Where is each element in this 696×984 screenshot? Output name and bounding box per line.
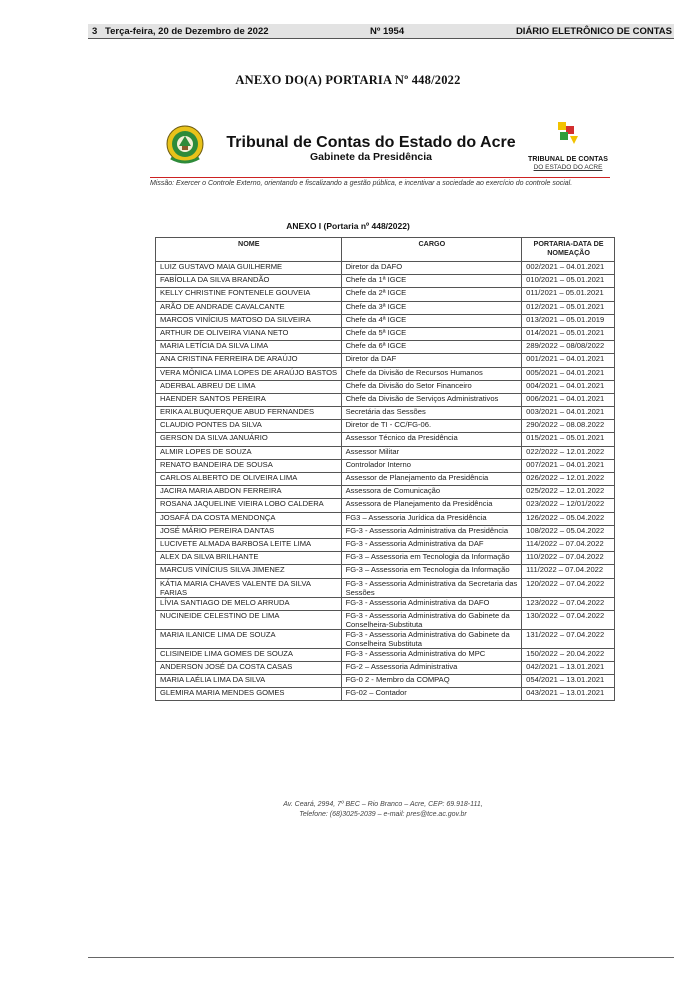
cell-name: VERA MÔNICA LIMA LOPES DE ARAÚJO BASTOS xyxy=(156,367,342,380)
cell-appointment: 289/2022 – 08/08/2022 xyxy=(522,341,615,354)
mission-statement: Missão: Exercer o Controle Externo, orientando e fiscalizando a gestão pública, e incentivar a sociedade ao exercício do controle social. xyxy=(150,180,573,187)
logo-text-line-2: DO ESTADO DO ACRE xyxy=(533,164,603,171)
cell-role: Chefe da 5ª IGCE xyxy=(341,327,522,340)
appointments-table xyxy=(155,237,615,701)
cell-name: LUIZ GUSTAVO MAIA GUILHERME xyxy=(156,262,342,275)
cell-name: ADERBAL ABREU DE LIMA xyxy=(156,380,342,393)
cell-name: MARIA LAÉLIA LIMA DA SILVA xyxy=(156,675,342,688)
cell-name: JOSAFÁ DA COSTA MENDONÇA xyxy=(156,512,342,525)
cell-name: CLISINEIDE LIMA GOMES DE SOUZA xyxy=(156,648,342,661)
header-divider xyxy=(150,177,610,178)
cell-role: Chefe da 4ª IGCE xyxy=(341,314,522,327)
cell-appointment: 001/2021 – 04.01.2021 xyxy=(522,354,615,367)
cell-role: FG-3 – Assessoria em Tecnologia da Informação xyxy=(341,565,522,578)
cell-appointment: 120/2022 – 07.04.2022 xyxy=(522,578,615,597)
cell-appointment: 012/2021 – 05.01.2021 xyxy=(522,301,615,314)
cell-name: MARCOS VINÍCIUS MATOSO DA SILVEIRA xyxy=(156,314,342,327)
table-row xyxy=(156,262,615,275)
table-row xyxy=(156,341,615,354)
cell-role: Chefe da Divisão de Recursos Humanos xyxy=(341,367,522,380)
cell-role: FG-3 - Assessoria Administrativa do Gabinete da Conselheira-Substituta xyxy=(341,610,522,629)
document-title: ANEXO DO(A) PORTARIA Nº 448/2022 xyxy=(235,73,461,87)
cell-name: ANA CRISTINA FERREIRA DE ARAÚJO xyxy=(156,354,342,367)
cell-role: Controlador Interno xyxy=(341,459,522,472)
page-bottom-rule xyxy=(88,957,674,958)
table-row xyxy=(156,354,615,367)
cell-role: FG-3 - Assessoria Administrativa do MPC xyxy=(341,648,522,661)
cell-appointment: 130/2022 – 07.04.2022 xyxy=(522,610,615,629)
cell-name: MARIA LETÍCIA DA SILVA LIMA xyxy=(156,341,342,354)
issue-date: Terça-feira, 20 de Dezembro de 2022 xyxy=(105,25,269,37)
table-row xyxy=(156,380,615,393)
cell-role: FG-3 - Assessoria Administrativa da DAFO xyxy=(341,597,522,610)
cell-role: FG-3 - Assessoria Administrativa da Secretaria das Sessões xyxy=(341,578,522,597)
table-row xyxy=(156,327,615,340)
cell-name: ARÃO DE ANDRADE CAVALCANTE xyxy=(156,301,342,314)
cell-role: Secretária das Sessões xyxy=(341,407,522,420)
cell-appointment: 007/2021 – 04.01.2021 xyxy=(522,459,615,472)
journal-header-bar xyxy=(88,24,674,39)
table-row xyxy=(156,301,615,314)
table-row xyxy=(156,446,615,459)
cell-name: ALEX DA SILVA BRILHANTE xyxy=(156,552,342,565)
cell-name: JACIRA MARIA ABDON FERREIRA xyxy=(156,486,342,499)
table-row xyxy=(156,420,615,433)
cell-role: Chefe da Divisão do Setor Financeiro xyxy=(341,380,522,393)
table-row xyxy=(156,314,615,327)
cell-appointment: 002/2021 – 04.01.2021 xyxy=(522,262,615,275)
cell-name: CARLOS ALBERTO DE OLIVEIRA LIMA xyxy=(156,473,342,486)
column-header-role: CARGO xyxy=(341,238,522,262)
cell-name: CLAUDIO PONTES DA SILVA xyxy=(156,420,342,433)
table-row xyxy=(156,367,615,380)
table-row xyxy=(156,512,615,525)
cell-role: FG-3 - Assessoria Administrativa da DAF xyxy=(341,538,522,551)
cell-role: FG3 – Assessoria Jurídica da Presidência xyxy=(341,512,522,525)
table-row xyxy=(156,393,615,406)
cell-appointment: 042/2021 – 13.01.2021 xyxy=(522,661,615,674)
table-row xyxy=(156,648,615,661)
cell-name: RENATO BANDEIRA DE SOUSA xyxy=(156,459,342,472)
cell-name: ALMIR LOPES DE SOUZA xyxy=(156,446,342,459)
cell-appointment: 123/2022 – 07.04.2022 xyxy=(522,597,615,610)
cell-role: Assessor de Planejamento da Presidência xyxy=(341,473,522,486)
cell-name: GERSON DA SILVA JANUÁRIO xyxy=(156,433,342,446)
table-row xyxy=(156,675,615,688)
table-header-row xyxy=(156,238,615,262)
cell-appointment: 003/2021 – 04.01.2021 xyxy=(522,407,615,420)
cell-appointment: 108/2022 – 05.04.2022 xyxy=(522,525,615,538)
cell-role: Diretor da DAF xyxy=(341,354,522,367)
table-row xyxy=(156,499,615,512)
cell-name: KÁTIA MARIA CHAVES VALENTE DA SILVA FARIAS xyxy=(156,578,342,597)
table-row xyxy=(156,407,615,420)
cell-name: KELLY CHRISTINE FONTENELE GOUVEIA xyxy=(156,288,342,301)
cell-appointment: 043/2021 – 13.01.2021 xyxy=(522,688,615,701)
cell-appointment: 006/2021 – 04.01.2021 xyxy=(522,393,615,406)
cell-name: MARIA ILANICE LIMA DE SOUZA xyxy=(156,629,342,648)
cell-name: NUCINEIDE CELESTINO DE LIMA xyxy=(156,610,342,629)
page-number: 3 xyxy=(92,25,98,37)
cell-appointment: 011/2021 – 05.01.2021 xyxy=(522,288,615,301)
cell-appointment: 015/2021 – 05.01.2021 xyxy=(522,433,615,446)
table-row xyxy=(156,275,615,288)
cell-role: Chefe da Divisão de Serviços Administrativos xyxy=(341,393,522,406)
cell-role: FG-3 - Assessoria Administrativa do Gabinete da Conselheira Substituta xyxy=(341,629,522,648)
table-row xyxy=(156,688,615,701)
cell-name: FABÍOLLA DA SILVA BRANDÃO xyxy=(156,275,342,288)
cell-role: Assessor Militar xyxy=(341,446,522,459)
cell-name: ERIKA ALBUQUERQUE ABUD FERNANDES xyxy=(156,407,342,420)
cell-appointment: 023/2022 – 12/01/2022 xyxy=(522,499,615,512)
cell-role: Diretor de TI - CC/FG-06. xyxy=(341,420,522,433)
cell-name: HAENDER SANTOS PEREIRA xyxy=(156,393,342,406)
cell-role: Chefe da 6ª IGCE xyxy=(341,341,522,354)
column-header-appointment: PORTARIA-DATA DE NOMEAÇÃO xyxy=(522,238,615,262)
cell-appointment: 126/2022 – 05.04.2022 xyxy=(522,512,615,525)
cell-appointment: 114/2022 – 07.04.2022 xyxy=(522,538,615,551)
table-row xyxy=(156,578,615,597)
footer-address: Av. Ceará, 2994, 7º BEC – Rio Branco – Acre, CEP: 69.918-111, xyxy=(283,801,483,808)
table-row xyxy=(156,597,615,610)
cell-appointment: 010/2021 – 05.01.2021 xyxy=(522,275,615,288)
journal-name: DIÁRIO ELETRÔNICO DE CONTAS xyxy=(515,25,672,37)
column-header-name: NOME xyxy=(156,238,342,262)
cell-role: FG-3 - Assessoria Administrativa da Presidência xyxy=(341,525,522,538)
table-row xyxy=(156,565,615,578)
cell-appointment: 005/2021 – 04.01.2021 xyxy=(522,367,615,380)
cell-name: ROSANA JAQUELINE VIEIRA LOBO CALDERA xyxy=(156,499,342,512)
issue-number: Nº 1954 xyxy=(370,25,405,37)
cell-appointment: 150/2022 – 20.04.2022 xyxy=(522,648,615,661)
annex-title: ANEXO I (Portaria nº 448/2022) xyxy=(286,221,410,231)
cell-appointment: 111/2022 – 07.04.2022 xyxy=(522,565,615,578)
tce-acre-logo-icon xyxy=(552,120,580,148)
organization-name: Tribunal de Contas do Estado do Acre xyxy=(226,134,516,151)
cell-appointment: 004/2021 – 04.01.2021 xyxy=(522,380,615,393)
cell-appointment: 013/2021 – 05.01.2019 xyxy=(522,314,615,327)
cell-name: ANDERSON JOSÉ DA COSTA CASAS xyxy=(156,661,342,674)
cell-appointment: 014/2021 – 05.01.2021 xyxy=(522,327,615,340)
cell-appointment: 290/2022 – 08.08.2022 xyxy=(522,420,615,433)
cell-appointment: 025/2022 – 12.01.2022 xyxy=(522,486,615,499)
table-row xyxy=(156,610,615,629)
cell-role: FG-0 2 - Membro da COMPAQ xyxy=(341,675,522,688)
cell-name: GLEMIRA MARIA MENDES GOMES xyxy=(156,688,342,701)
cell-role: Assessora de Comunicação xyxy=(341,486,522,499)
cell-role: Chefe da 2ª IGCE xyxy=(341,288,522,301)
table-row xyxy=(156,538,615,551)
table-body xyxy=(156,262,615,701)
organization-department: Gabinete da Presidência xyxy=(310,151,432,163)
table-row xyxy=(156,629,615,648)
cell-name: MARCUS VINÍCIUS SILVA JIMENEZ xyxy=(156,565,342,578)
cell-role: Chefe da 3ª IGCE xyxy=(341,301,522,314)
table-row xyxy=(156,552,615,565)
table-row xyxy=(156,486,615,499)
cell-appointment: 131/2022 – 07.04.2022 xyxy=(522,629,615,648)
cell-role: Assessora de Planejamento da Presidência xyxy=(341,499,522,512)
table-row xyxy=(156,525,615,538)
cell-role: Chefe da 1ª IGCE xyxy=(341,275,522,288)
cell-appointment: 054/2021 – 13.01.2021 xyxy=(522,675,615,688)
table-row xyxy=(156,288,615,301)
cell-appointment: 026/2022 – 12.01.2022 xyxy=(522,473,615,486)
address-footer xyxy=(0,800,696,820)
cell-appointment: 110/2022 – 07.04.2022 xyxy=(522,552,615,565)
footer-contact: Telefone: (68)3025-2039 – e-mail: pres@tce.ac.gov.br xyxy=(299,811,467,818)
cell-role: FG-3 – Assessoria em Tecnologia da Informação xyxy=(341,552,522,565)
cell-name: ARTHUR DE OLIVEIRA VIANA NETO xyxy=(156,327,342,340)
cell-role: Assessor Técnico da Presidência xyxy=(341,433,522,446)
cell-name: JOSÉ MÁRIO PEREIRA DANTAS xyxy=(156,525,342,538)
tce-acre-logo xyxy=(526,120,610,172)
table-row xyxy=(156,433,615,446)
table-row xyxy=(156,661,615,674)
table-row xyxy=(156,459,615,472)
cell-appointment: 022/2022 – 12.01.2022 xyxy=(522,446,615,459)
cell-role: FG-02 – Contador xyxy=(341,688,522,701)
cell-name: LUCIVETE ALMADA BARBOSA LEITE LIMA xyxy=(156,538,342,551)
cell-name: LÍVIA SANTIAGO DE MELO ARRUDA xyxy=(156,597,342,610)
table-row xyxy=(156,473,615,486)
cell-role: FG-2 – Assessoria Administrativa xyxy=(341,661,522,674)
logo-text-line-1: TRIBUNAL DE CONTAS xyxy=(527,156,609,163)
cell-role: Diretor da DAFO xyxy=(341,262,522,275)
